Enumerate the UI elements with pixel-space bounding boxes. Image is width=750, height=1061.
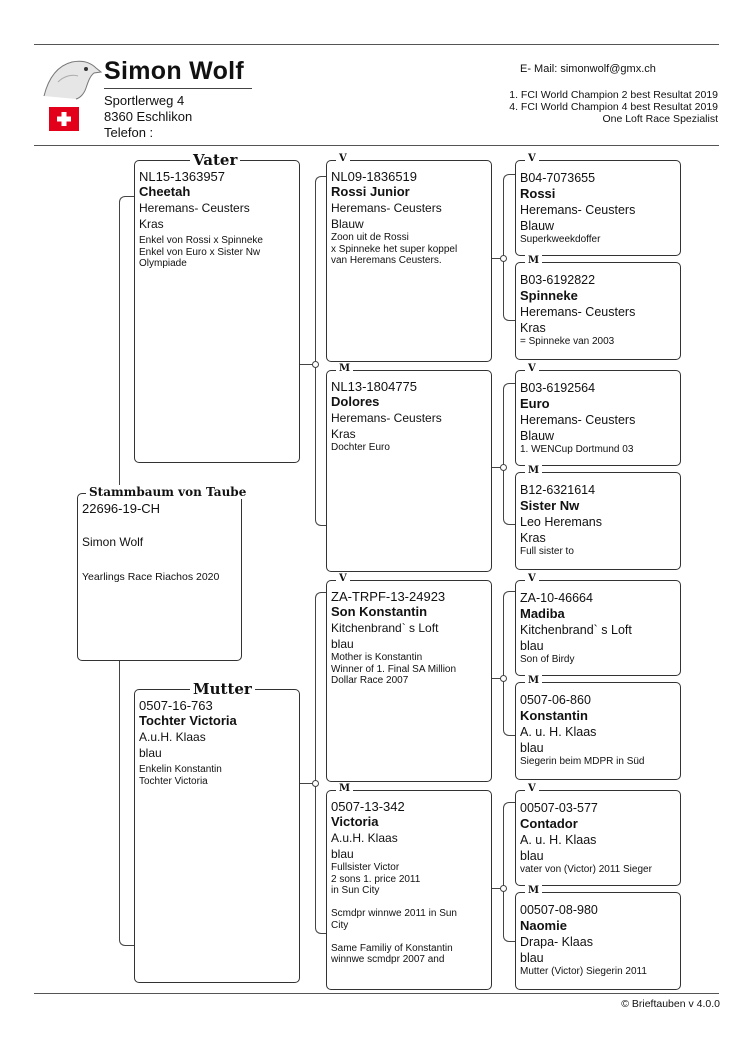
fm-note: Dochter Euro xyxy=(331,442,390,453)
ggp-mmm-card[interactable] xyxy=(515,892,681,990)
fm-sex-label: M xyxy=(336,362,353,376)
ff-note: Zoon uit de Rossi x Spinneke het super koppel van Heremans Ceusters. xyxy=(331,232,458,266)
fmf-note: 1. WENCup Dortmund 03 xyxy=(520,444,634,455)
ffm-name: Spinneke xyxy=(520,288,578,303)
knot-mm xyxy=(500,885,507,892)
ggp-fmm-card[interactable] xyxy=(515,472,681,570)
mother-ring: 0507-16-763 xyxy=(139,698,213,713)
name-underline xyxy=(104,88,252,89)
fff-breeder: Heremans- Ceusters xyxy=(520,203,636,217)
fmf-name: Euro xyxy=(520,396,550,411)
mmf-sex-label: V xyxy=(525,782,539,796)
subject-ring: 22696-19-CH xyxy=(82,501,161,516)
ggp-mfm-card[interactable] xyxy=(515,682,681,780)
owner-street: Sportlerweg 4 xyxy=(104,93,185,108)
subject-owner: Simon Wolf xyxy=(82,535,144,549)
fmf-sex-label: V xyxy=(525,362,539,376)
fff-color: Blauw xyxy=(520,219,555,233)
ggp-fmf-card[interactable] xyxy=(515,370,681,466)
mother-color: blau xyxy=(139,746,162,760)
father-color: Kras xyxy=(139,217,164,231)
fmm-sex-label: M xyxy=(525,464,542,478)
fm-color: Kras xyxy=(331,427,356,441)
mother-label: Mutter xyxy=(190,682,255,696)
fmf-ring: B03-6192564 xyxy=(520,381,596,395)
header-divider xyxy=(34,145,719,146)
mother-breeder: A.u.H. Klaas xyxy=(139,730,206,744)
grandmother-maternal-card[interactable] xyxy=(326,790,492,990)
pigeon-logo-icon xyxy=(38,52,102,100)
subject-heading: Stammbaum von Taube xyxy=(86,485,249,499)
knot-fm xyxy=(500,464,507,471)
mf-breeder: Kitchenbrand` s Loft xyxy=(331,621,439,635)
mff-note: Son of Birdy xyxy=(520,654,575,665)
footer-copyright: © Brieftauben v 4.0.0 xyxy=(621,998,720,1010)
mmm-breeder: Drapa- Klaas xyxy=(520,935,593,949)
fmm-breeder: Leo Heremans xyxy=(520,515,602,529)
grandmother-paternal-card[interactable] xyxy=(326,370,492,572)
mf-note: Mother is Konstantin Winner of 1. Final SA Million Dollar Race 2007 xyxy=(331,652,457,686)
mfm-name: Konstantin xyxy=(520,708,588,723)
owner-phone: Telefon : xyxy=(104,125,154,140)
mff-ring: ZA-10-46664 xyxy=(520,591,593,605)
footer-divider xyxy=(34,993,719,994)
mmf-breeder: A. u. H. Klaas xyxy=(520,833,597,847)
knot-mother xyxy=(312,780,319,787)
fmf-color: Blauw xyxy=(520,429,555,443)
mmm-sex-label: M xyxy=(525,884,542,898)
mff-sex-label: V xyxy=(525,572,539,586)
ffm-note: = Spinneke van 2003 xyxy=(520,336,615,347)
mf-ring: ZA-TRPF-13-24923 xyxy=(331,589,446,604)
mother-name: Tochter Victoria xyxy=(139,713,237,728)
ffm-breeder: Heremans- Ceusters xyxy=(520,305,636,319)
achievement-2: 4. FCI World Champion 4 best Resultat 2019 xyxy=(509,101,718,113)
mfm-color: blau xyxy=(520,741,544,755)
ffm-ring: B03-6192822 xyxy=(520,273,596,287)
mf-color: blau xyxy=(331,637,354,651)
mfm-sex-label: M xyxy=(525,674,542,688)
father-ring: NL15-1363957 xyxy=(139,169,226,184)
mf-sex-label: V xyxy=(336,572,350,586)
mfm-ring: 0507-06-860 xyxy=(520,693,591,707)
fm-name: Dolores xyxy=(331,394,380,409)
fff-sex-label: V xyxy=(525,152,539,166)
mf-name: Son Konstantin xyxy=(331,604,428,619)
owner-email: E- Mail: simonwolf@gmx.ch xyxy=(520,63,656,75)
fmm-name: Sister Nw xyxy=(520,498,580,513)
mm-breeder: A.u.H. Klaas xyxy=(331,831,398,845)
mm-note: Fullsister Victor 2 sons 1. price 2011 in Sun City Scmdpr winnwe 2011 in Sun City Same Familiy of Konstantin winnwe scmdpr 2007 and xyxy=(331,862,457,965)
ffm-sex-label: M xyxy=(525,254,542,268)
fm-breeder: Heremans- Ceusters xyxy=(331,411,442,425)
father-card[interactable] xyxy=(134,160,300,463)
subject-note: Yearlings Race Riachos 2020 xyxy=(82,571,220,583)
ffm-color: Kras xyxy=(520,321,546,335)
owner-city: 8360 Eschlikon xyxy=(104,109,193,124)
father-name: Cheetah xyxy=(139,184,191,199)
mfm-breeder: A. u. H. Klaas xyxy=(520,725,597,739)
mother-note: Enkelin Konstantin Tochter Victoria xyxy=(139,764,222,787)
ggp-fff-card[interactable] xyxy=(515,160,681,256)
ggp-ffm-card[interactable] xyxy=(515,262,681,360)
mm-name: Victoria xyxy=(331,814,379,829)
grandfather-paternal-card[interactable] xyxy=(326,160,492,362)
ggp-mff-card[interactable] xyxy=(515,580,681,676)
ff-sex-label: V xyxy=(336,152,350,166)
mmf-color: blau xyxy=(520,849,544,863)
mmm-ring: 00507-08-980 xyxy=(520,903,598,917)
knot-mf xyxy=(500,675,507,682)
mother-card[interactable] xyxy=(134,689,300,983)
father-breeder: Heremans- Ceusters xyxy=(139,201,250,215)
achievement-3: One Loft Race Spezialist xyxy=(602,113,718,125)
subject-card[interactable] xyxy=(77,493,242,661)
mfm-note: Siegerin beim MDPR in Süd xyxy=(520,756,645,767)
ggp-mmf-card[interactable] xyxy=(515,790,681,886)
mff-color: blau xyxy=(520,639,544,653)
knot-ff xyxy=(500,255,507,262)
fmf-breeder: Heremans- Ceusters xyxy=(520,413,636,427)
mm-ring: 0507-13-342 xyxy=(331,799,405,814)
mmf-name: Contador xyxy=(520,816,578,831)
ff-color: Blauw xyxy=(331,217,364,231)
ff-breeder: Heremans- Ceusters xyxy=(331,201,442,215)
mm-color: blau xyxy=(331,847,354,861)
achievement-1: 1. FCI World Champion 2 best Resultat 2019 xyxy=(509,89,718,101)
mff-breeder: Kitchenbrand` s Loft xyxy=(520,623,632,637)
fmm-color: Kras xyxy=(520,531,546,545)
swiss-flag-icon xyxy=(49,107,79,131)
mmm-color: blau xyxy=(520,951,544,965)
fff-ring: B04-7073655 xyxy=(520,171,596,185)
ff-name: Rossi Junior xyxy=(331,184,410,199)
mmm-name: Naomie xyxy=(520,918,567,933)
ff-ring: NL09-1836519 xyxy=(331,169,418,184)
mmf-ring: 00507-03-577 xyxy=(520,801,598,815)
father-label: Vater xyxy=(190,153,240,167)
father-note: Enkel von Rossi x Spinneke Enkel von Euro x Sister Nw Olympiade xyxy=(139,235,263,269)
fmm-note: Full sister to xyxy=(520,546,574,557)
fm-ring: NL13-1804775 xyxy=(331,379,418,394)
mff-name: Madiba xyxy=(520,606,565,621)
mmm-note: Mutter (Victor) Siegerin 2011 xyxy=(520,966,647,977)
mm-sex-label: M xyxy=(336,782,353,796)
top-divider xyxy=(34,44,719,45)
knot-father xyxy=(312,361,319,368)
grandfather-maternal-card[interactable] xyxy=(326,580,492,782)
owner-name: Simon Wolf xyxy=(104,57,245,85)
fmm-ring: B12-6321614 xyxy=(520,483,596,497)
fff-name: Rossi xyxy=(520,186,556,201)
mmf-note: vater von (Victor) 2011 Sieger xyxy=(520,864,652,875)
fff-note: Superkweekdoffer xyxy=(520,234,601,245)
